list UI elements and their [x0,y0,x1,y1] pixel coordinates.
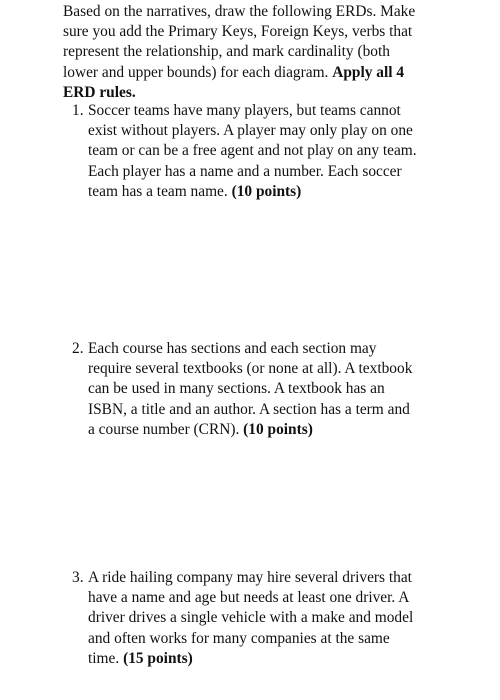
question-number: 1. [72,102,84,119]
question-line [88,649,450,669]
question-line [88,182,450,202]
instructions-line [63,83,445,103]
question-2 [72,339,450,440]
instructions-emphasis: ERD rules. [63,83,136,101]
question-text: time. [88,649,124,667]
question-line: exist without players. A player may only play on one [88,122,413,140]
question-line: team or can be a free agent and not play on any team. [88,142,417,160]
question-line: driver drives a single vehicle with a make and model [88,609,414,627]
instructions-line: Based on the narratives, draw the following ERDs. Make [63,3,416,20]
question-line [88,420,450,440]
instructions-paragraph [63,2,445,103]
instructions-text: lower and upper bounds) for each diagram. [63,63,333,81]
question-line: Each player has a name and a number. Each soccer [88,162,402,180]
instructions-line [63,63,445,83]
instructions-line: represent the relationship, and mark cardinality (both [63,43,390,61]
question-points: (10 points) [231,182,302,200]
question-text: team has a team name. [88,182,232,200]
question-3 [72,568,450,669]
question-number: 3. [72,569,84,586]
question-points: (15 points) [123,649,193,667]
question-line: Soccer teams have many players, but teams cannot [88,102,401,119]
question-text: a course number (CRN). [88,420,244,438]
question-line: require several textbooks (or none at all). A textbook [88,360,413,378]
question-line: Each course has sections and each section may [88,340,377,357]
instructions-line: sure you add the Primary Keys, Foreign Keys, verbs that [63,23,413,41]
question-line: have a name and age but needs at least one driver. A [88,589,410,607]
instructions-emphasis: Apply all 4 [332,63,405,81]
question-number: 2. [72,340,84,357]
question-1 [72,101,450,202]
question-line: and often works for many companies at the same [88,629,390,647]
question-line: ISBN, a title and an author. A section has a term and [88,400,410,418]
question-line: A ride hailing company may hire several drivers that [88,569,412,586]
question-points: (10 points) [243,420,313,438]
question-line: can be used in many sections. A textbook has an [88,380,385,398]
